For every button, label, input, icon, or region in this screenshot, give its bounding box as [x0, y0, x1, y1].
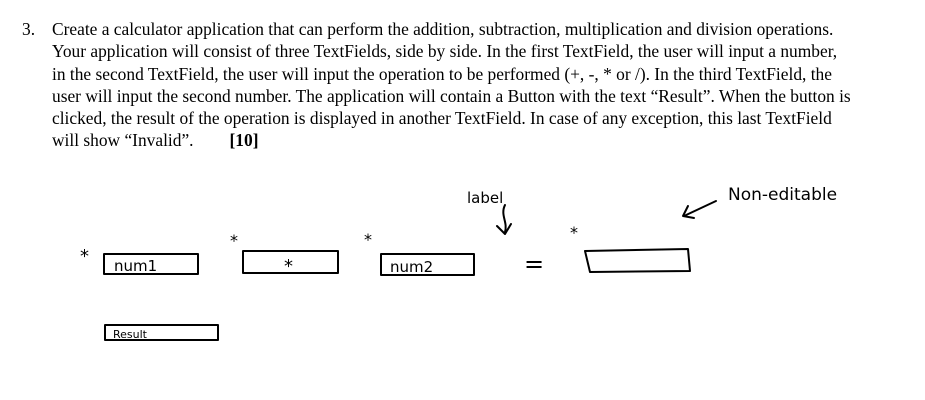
- marker-star-4: *: [570, 223, 578, 242]
- label-arrowhead: [497, 224, 511, 234]
- marker-star-1: *: [80, 246, 89, 267]
- question-number: 3.: [22, 19, 36, 39]
- label-arrow: [503, 205, 505, 232]
- sketch-textfield-result: [585, 249, 690, 272]
- sketch-field3-text: num2: [390, 258, 434, 276]
- question-score: [10]: [229, 130, 259, 151]
- annotation-non-editable: Non-editable: [728, 185, 838, 205]
- marker-star-2: *: [230, 231, 238, 250]
- marker-star-3: *: [364, 230, 372, 249]
- sketch-field1-text: num1: [114, 257, 158, 275]
- sketch-button-text: Result: [113, 328, 147, 341]
- sketch-field2-text: *: [284, 256, 293, 277]
- annotation-label: label: [467, 189, 504, 207]
- sketch-equals-sign: =: [524, 250, 545, 278]
- non-editable-arrow: [684, 201, 716, 216]
- question-text: Create a calculator application that can perform the addition, subtraction, multiplication and division operations. Your application will consist of three TextFields, side by side. In the first TextField, the user will input a number, in the second TextField, the user will input the operation to be performed (+, -, * or /). In the third TextField, the user will input the second number. The application will contain a Button with the text “Result”. When the button is clicked, the result of the operation is displayed in another TextField. In case of any exception, this last TextField will show “Invalid”.: [52, 19, 851, 151]
